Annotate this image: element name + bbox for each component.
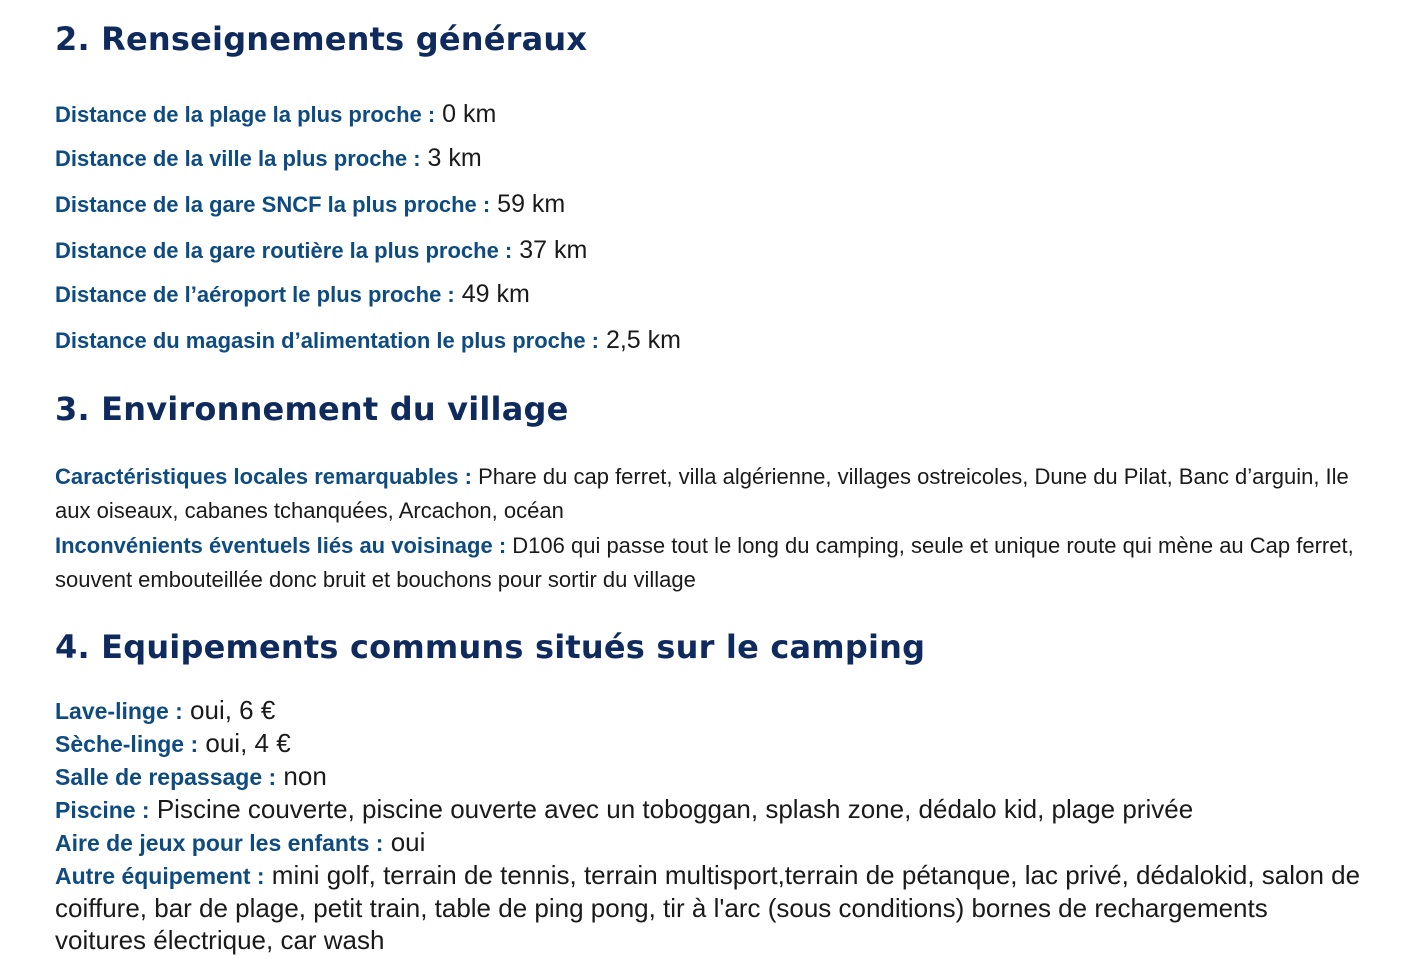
item-label: Distance de la ville la plus proche : xyxy=(55,146,421,171)
section-4-title: 4. Equipements communs situés sur le camping xyxy=(55,628,926,666)
item-value: oui xyxy=(383,827,426,857)
item-label: Caractéristiques locales remarquables : xyxy=(55,464,472,489)
item-label: Piscine : xyxy=(55,797,150,823)
equipment-item-other xyxy=(55,859,1365,956)
item-label: Distance de la gare routière la plus proche : xyxy=(55,238,513,263)
item-value: D106 qui passe tout le long du camping, seule et unique route qui mène au Cap ferret, souvent embouteillée donc bruit et bouchons pour sortir du village xyxy=(55,533,1354,592)
item-value: oui, 6 € xyxy=(182,695,276,725)
neighborhood-issues-item xyxy=(55,529,1355,597)
item-value: 59 km xyxy=(490,190,566,218)
item-value: 37 km xyxy=(512,236,588,264)
equipment-item-pool xyxy=(55,793,1365,826)
equipment-item-playground xyxy=(55,826,1365,859)
distance-item-beach xyxy=(55,100,496,129)
item-value: non xyxy=(276,761,327,791)
section-3-title: 3. Environnement du village xyxy=(55,390,569,428)
item-label: Salle de repassage : xyxy=(55,764,277,790)
distance-item-town xyxy=(55,144,482,173)
section-2-title: 2. Renseignements généraux xyxy=(55,20,588,58)
distance-item-grocery xyxy=(55,326,681,355)
item-value: 2,5 km xyxy=(599,326,681,354)
equipment-item-ironing-room xyxy=(55,760,1365,793)
item-label: Sèche-linge : xyxy=(55,731,199,757)
item-label: Autre équipement : xyxy=(55,863,265,889)
item-value: 0 km xyxy=(435,100,497,128)
item-label: Distance de l’aéroport le plus proche : xyxy=(55,282,455,307)
distance-item-airport xyxy=(55,280,530,309)
distance-item-bus-station xyxy=(55,236,587,265)
item-label: Distance de la gare SNCF la plus proche : xyxy=(55,192,491,217)
item-value: 3 km xyxy=(420,144,482,172)
item-label: Distance du magasin d’alimentation le plus proche : xyxy=(55,328,599,353)
equipment-item-dryer xyxy=(55,727,1365,760)
item-value: Piscine couverte, piscine ouverte avec un toboggan, splash zone, dédalo kid, plage privée xyxy=(149,794,1194,824)
item-label: Inconvénients éventuels liés au voisinage : xyxy=(55,533,507,558)
item-value: Phare du cap ferret, villa algérienne, villages ostreicoles, Dune du Pilat, Banc d’arguin, Ile aux oiseaux, cabanes tchanquées, Arcachon, océan xyxy=(55,464,1349,523)
distance-item-train-station xyxy=(55,190,565,219)
item-label: Distance de la plage la plus proche : xyxy=(55,102,436,127)
item-label: Aire de jeux pour les enfants : xyxy=(55,830,384,856)
local-features-item xyxy=(55,460,1355,528)
item-value: mini golf, terrain de tennis, terrain multisport,terrain de pétanque, lac privé, dédalokid, salon de coiffure, bar de plage, petit train, table de ping pong, tir à l'arc (sous conditions) bornes de rechargements voitures électrique, car wash xyxy=(55,860,1361,955)
item-value: 49 km xyxy=(454,280,530,308)
equipment-item-washer xyxy=(55,694,1365,727)
item-value: oui, 4 € xyxy=(198,728,291,758)
equipment-list xyxy=(55,694,1365,956)
item-label: Lave-linge : xyxy=(55,698,183,724)
